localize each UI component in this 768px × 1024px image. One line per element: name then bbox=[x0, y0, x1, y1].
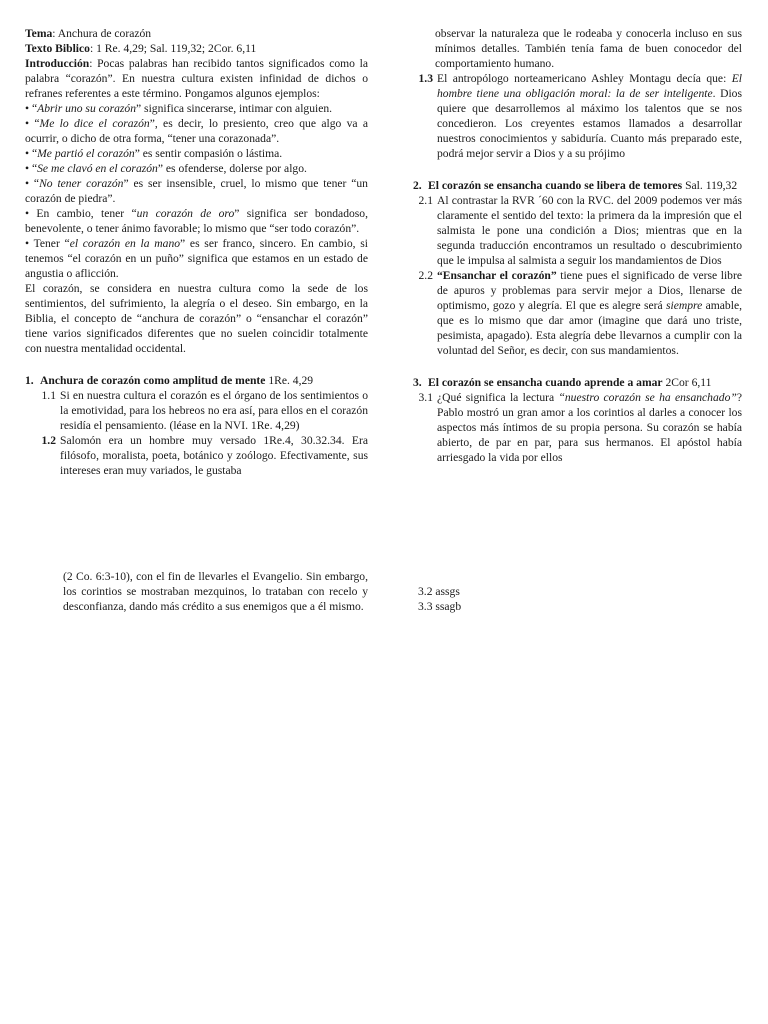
texto-value: : 1 Re. 4,29; Sal. 119,32; 2Cor. 6,11 bbox=[89, 42, 257, 55]
tema-label: Tema bbox=[25, 27, 53, 40]
bullet-item: • “Se me clavó en el corazón” es ofenderse, dolerse por algo. bbox=[25, 161, 368, 176]
tema-value: : Anchura de corazón bbox=[52, 27, 152, 40]
intro-label: Introducción bbox=[25, 57, 90, 70]
section-2-heading bbox=[413, 178, 742, 193]
section-title: El corazón se ensancha cuando aprende a amar bbox=[428, 376, 663, 389]
right-column-bottom bbox=[418, 584, 718, 614]
subsection-text: Al contrastar la RVR ´60 con la RVC. del 2009 podemos ver más claramente el sentido del texto: la primera da la impresión que el salmista le pone una condición a Dios; mientras que en la segunda traducción encontramos un resultado o descubrimiento que le impulsa al salmista a seguir los mandamientos de Dios bbox=[437, 194, 742, 267]
subsection-number: 1.2 bbox=[41, 434, 56, 447]
texto-biblico-line bbox=[25, 41, 368, 56]
subsection-number: 1.1 bbox=[41, 389, 56, 402]
section-number: 3. bbox=[413, 376, 422, 389]
spacer bbox=[413, 358, 742, 375]
bullet-item: • “No tener corazón” es ser insensible, cruel, lo mismo que tener “un corazón de piedra”. bbox=[25, 176, 368, 206]
section-title: Anchura de corazón como amplitud de mente bbox=[40, 374, 266, 387]
right-column-top bbox=[413, 26, 742, 465]
subsection-1-3: 1.3 El antropólogo norteamericano Ashley Montagu decía que: El hombre tiene una obligación moral: la de ser inteligente. Dios quiere que desarrollemos al máximo los talentos que se nos concedieron. Los creyentes estamos llamados a desarrollar nuestros conocimientos y sabiduría. Cuanto más preparado este, podrá mejor servir a Dios y a su prójimo bbox=[413, 71, 742, 161]
intro-closing-paragraph: El corazón, se considera en nuestra cultura como la sede de los sentimientos, del sufrimiento, la alegría o el deseo. Sin embargo, en la Biblia, el concepto de “anchura de corazón” o “ensanchar el corazón” tiene varios significados diferentes que no suelen coincidir totalmente con nuestra mentalidad occidental. bbox=[25, 282, 368, 355]
bullet-item: • En cambio, tener “un corazón de oro” significa ser bondadoso, benevolente, o tener ánimo favorable; lo mismo que “ser todo corazón”. bbox=[25, 206, 368, 236]
section-3-heading bbox=[413, 375, 742, 390]
section-1-heading bbox=[25, 373, 368, 388]
bullet-item: • “Abrir uno su corazón” significa sincerarse, intimar con alguien. bbox=[25, 101, 368, 116]
texto-label: Texto Biblico bbox=[25, 42, 90, 55]
left-column-top bbox=[25, 26, 368, 478]
bullet-item: • “Me lo dice el corazón”, es decir, lo presiento, creo que algo va a ocurrir, o dicho de otra forma, “tener una corazonada”. bbox=[25, 116, 368, 146]
tema-line bbox=[25, 26, 368, 41]
section-number: 2. bbox=[413, 179, 422, 192]
subsection-number: 2.1 bbox=[418, 194, 433, 207]
spacer bbox=[25, 356, 368, 373]
section-reference: 2Cor 6,11 bbox=[662, 376, 712, 389]
section-number: 1. bbox=[25, 374, 34, 387]
spacer bbox=[413, 161, 742, 178]
section-title: El corazón se ensancha cuando se libera de temores bbox=[428, 179, 683, 192]
section-reference: 1Re. 4,29 bbox=[265, 374, 314, 387]
subsection-text: Si en nuestra cultura el corazón es el órgano de los sentimientos o la emotividad, para los hebreos no era así, para ellos en el corazón residía el pensamiento. (léase en la NVI. 1Re. 4,29) bbox=[60, 389, 368, 432]
quote: El hombre tiene una obligación moral: la de ser inteligente bbox=[437, 72, 742, 100]
bullet-item: • Tener “el corazón en la mano” es ser franco, sincero. En cambio, si tenemos “el corazón en un puño” significa que estamos en un estado de angustia o aflicción. bbox=[25, 236, 368, 281]
subsection-number: 1.3 bbox=[418, 72, 433, 85]
left-column-bottom bbox=[63, 569, 368, 614]
intro-text: : Pocas palabras han recibido tantos significados como la palabra “corazón”. En nuestra cultura existen infinidad de dichos o refranes referentes a este término. Pongamos algunos ejemplos: bbox=[25, 57, 368, 100]
subsection-3-2: 3.2 assgs bbox=[418, 585, 460, 598]
subsection-number: 3.1 bbox=[418, 391, 433, 404]
bullet-item: • “Me partió el corazón” es sentir compasión o lástima. bbox=[25, 146, 368, 161]
subsection-2-2: 2.2 “Ensanchar el corazón” tiene pues el significado de verse libre de apuros y problemas para servir mejor a Dios, llenarse de optimismo, gozo y alegría. El que es alegre será siempre amable, que es lo mismo que dar amor (imagine que dará uno triste, pesimista, apagado). Esta alegría debe llevarnos a cumplir con la voluntad del Señor, es decir, con sus mandamientos. bbox=[413, 268, 742, 358]
subsection-3-3: 3.3 ssagb bbox=[418, 600, 462, 613]
subsection-3-1: 3.1 ¿Qué significa la lectura “nuestro corazón se ha ensanchado”? Pablo mostró un gran amor a los corintios al darles a conocer los aspectos más íntimos de su propia persona. Su corazón se había abierto, de par en par, para sus hermanos. El apóstol había arriesgado la vida por ellos bbox=[413, 390, 742, 465]
subsection-1-2-continuation: observar la naturaleza que le rodeaba y conocerla incluso en sus mínimos detalles. También tenía fama de buen conocedor del comportamiento humano. bbox=[435, 27, 742, 70]
subsection-text: Salomón era un hombre muy versado 1Re.4, 30.32.34. Era filósofo, moralista, poeta, botánico y zoólogo. Efectivamente, sus intereses eran muy variados, le gustaba bbox=[60, 434, 368, 477]
subsection-number: 2.2 bbox=[418, 269, 433, 282]
subsection-1-1 bbox=[25, 388, 368, 433]
intro-paragraph bbox=[25, 56, 368, 101]
subsection-1-2 bbox=[25, 433, 368, 478]
subsection-2-1 bbox=[413, 193, 742, 268]
section-reference: Sal. 119,32 bbox=[682, 179, 738, 192]
subsection-3-1-continuation: (2 Co. 6:3-10), con el fin de llevarles el Evangelio. Sin embargo, los corintios se mostraban mezquinos, lo trataban con recelo y desconfianza, dando más crédito a sus enemigos que a él mismo. bbox=[63, 570, 368, 613]
